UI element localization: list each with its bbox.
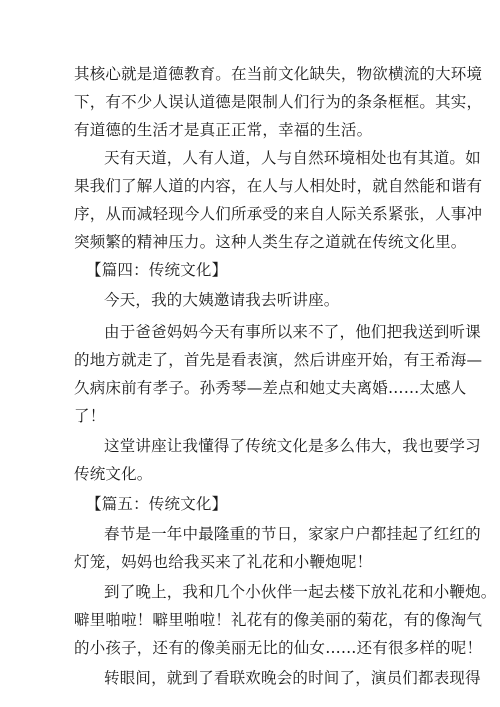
paragraph-first-line: 这堂讲座让我懂得了传统文化是多么伟大，我也要学习 [104,437,481,455]
text-line: 久病床前有孝子。孙秀琴—差点和她丈夫离婚……太感人 [74,379,467,397]
paragraph-first-line: 到了晚上，我和几个小伙伴一起去楼下放礼花和小鞭炮。 [104,583,497,601]
text-line: 序，从而减轻现今人们所承受的来自人际关系紧张，人事冲 [74,205,483,223]
text-line: 下，有不少人误认道德是限制人们行为的条条框框。其实， [74,93,483,111]
text-line: 突频繁的精神压力。这种人类生存之道就在传统文化里。 [74,233,467,251]
paragraph-first-line: 春节是一年中最隆重的节日，家家户户都挂起了红红的 [104,525,481,543]
text-line: 了！ [74,407,106,425]
text-line: 其核心就是道德教育。在当前文化缺失，物欲横流的大环境 [74,65,483,83]
paragraph-first-line: 今天，我的大姨邀请我去听讲座。 [104,291,340,309]
section-heading: 【篇五：传统文化】 [86,495,228,513]
text-line: 灯笼，妈妈也给我买来了礼花和小鞭炮呢！ [74,553,373,571]
text-line: 有道德的生活才是真正正常，幸福的生活。 [74,121,373,139]
text-line: 噼里啪啦！噼里啪啦！礼花有的像美丽的菊花，有的像淘气 [74,611,483,629]
text-line: 传统文化。 [74,465,153,483]
section-heading: 【篇四：传统文化】 [86,261,228,279]
paragraph-first-line: 天有天道，人有人道，人与自然环境相处也有其道。如 [104,149,481,167]
paragraph-first-line: 由于爸爸妈妈今天有事所以来不了，他们把我送到听课 [104,323,481,341]
paragraph-first-line: 转眼间，就到了看联欢晚会的时间了，演员们都表现得 [104,669,481,687]
text-line: 的小孩子，还有的像美丽无比的仙女……还有很多样的呢！ [74,639,483,657]
text-line: 的地方就走了，首先是看表演，然后讲座开始，有王希海— [74,351,483,369]
text-line: 果我们了解人道的内容，在人与人相处时，就自然能和谐有 [74,177,483,195]
